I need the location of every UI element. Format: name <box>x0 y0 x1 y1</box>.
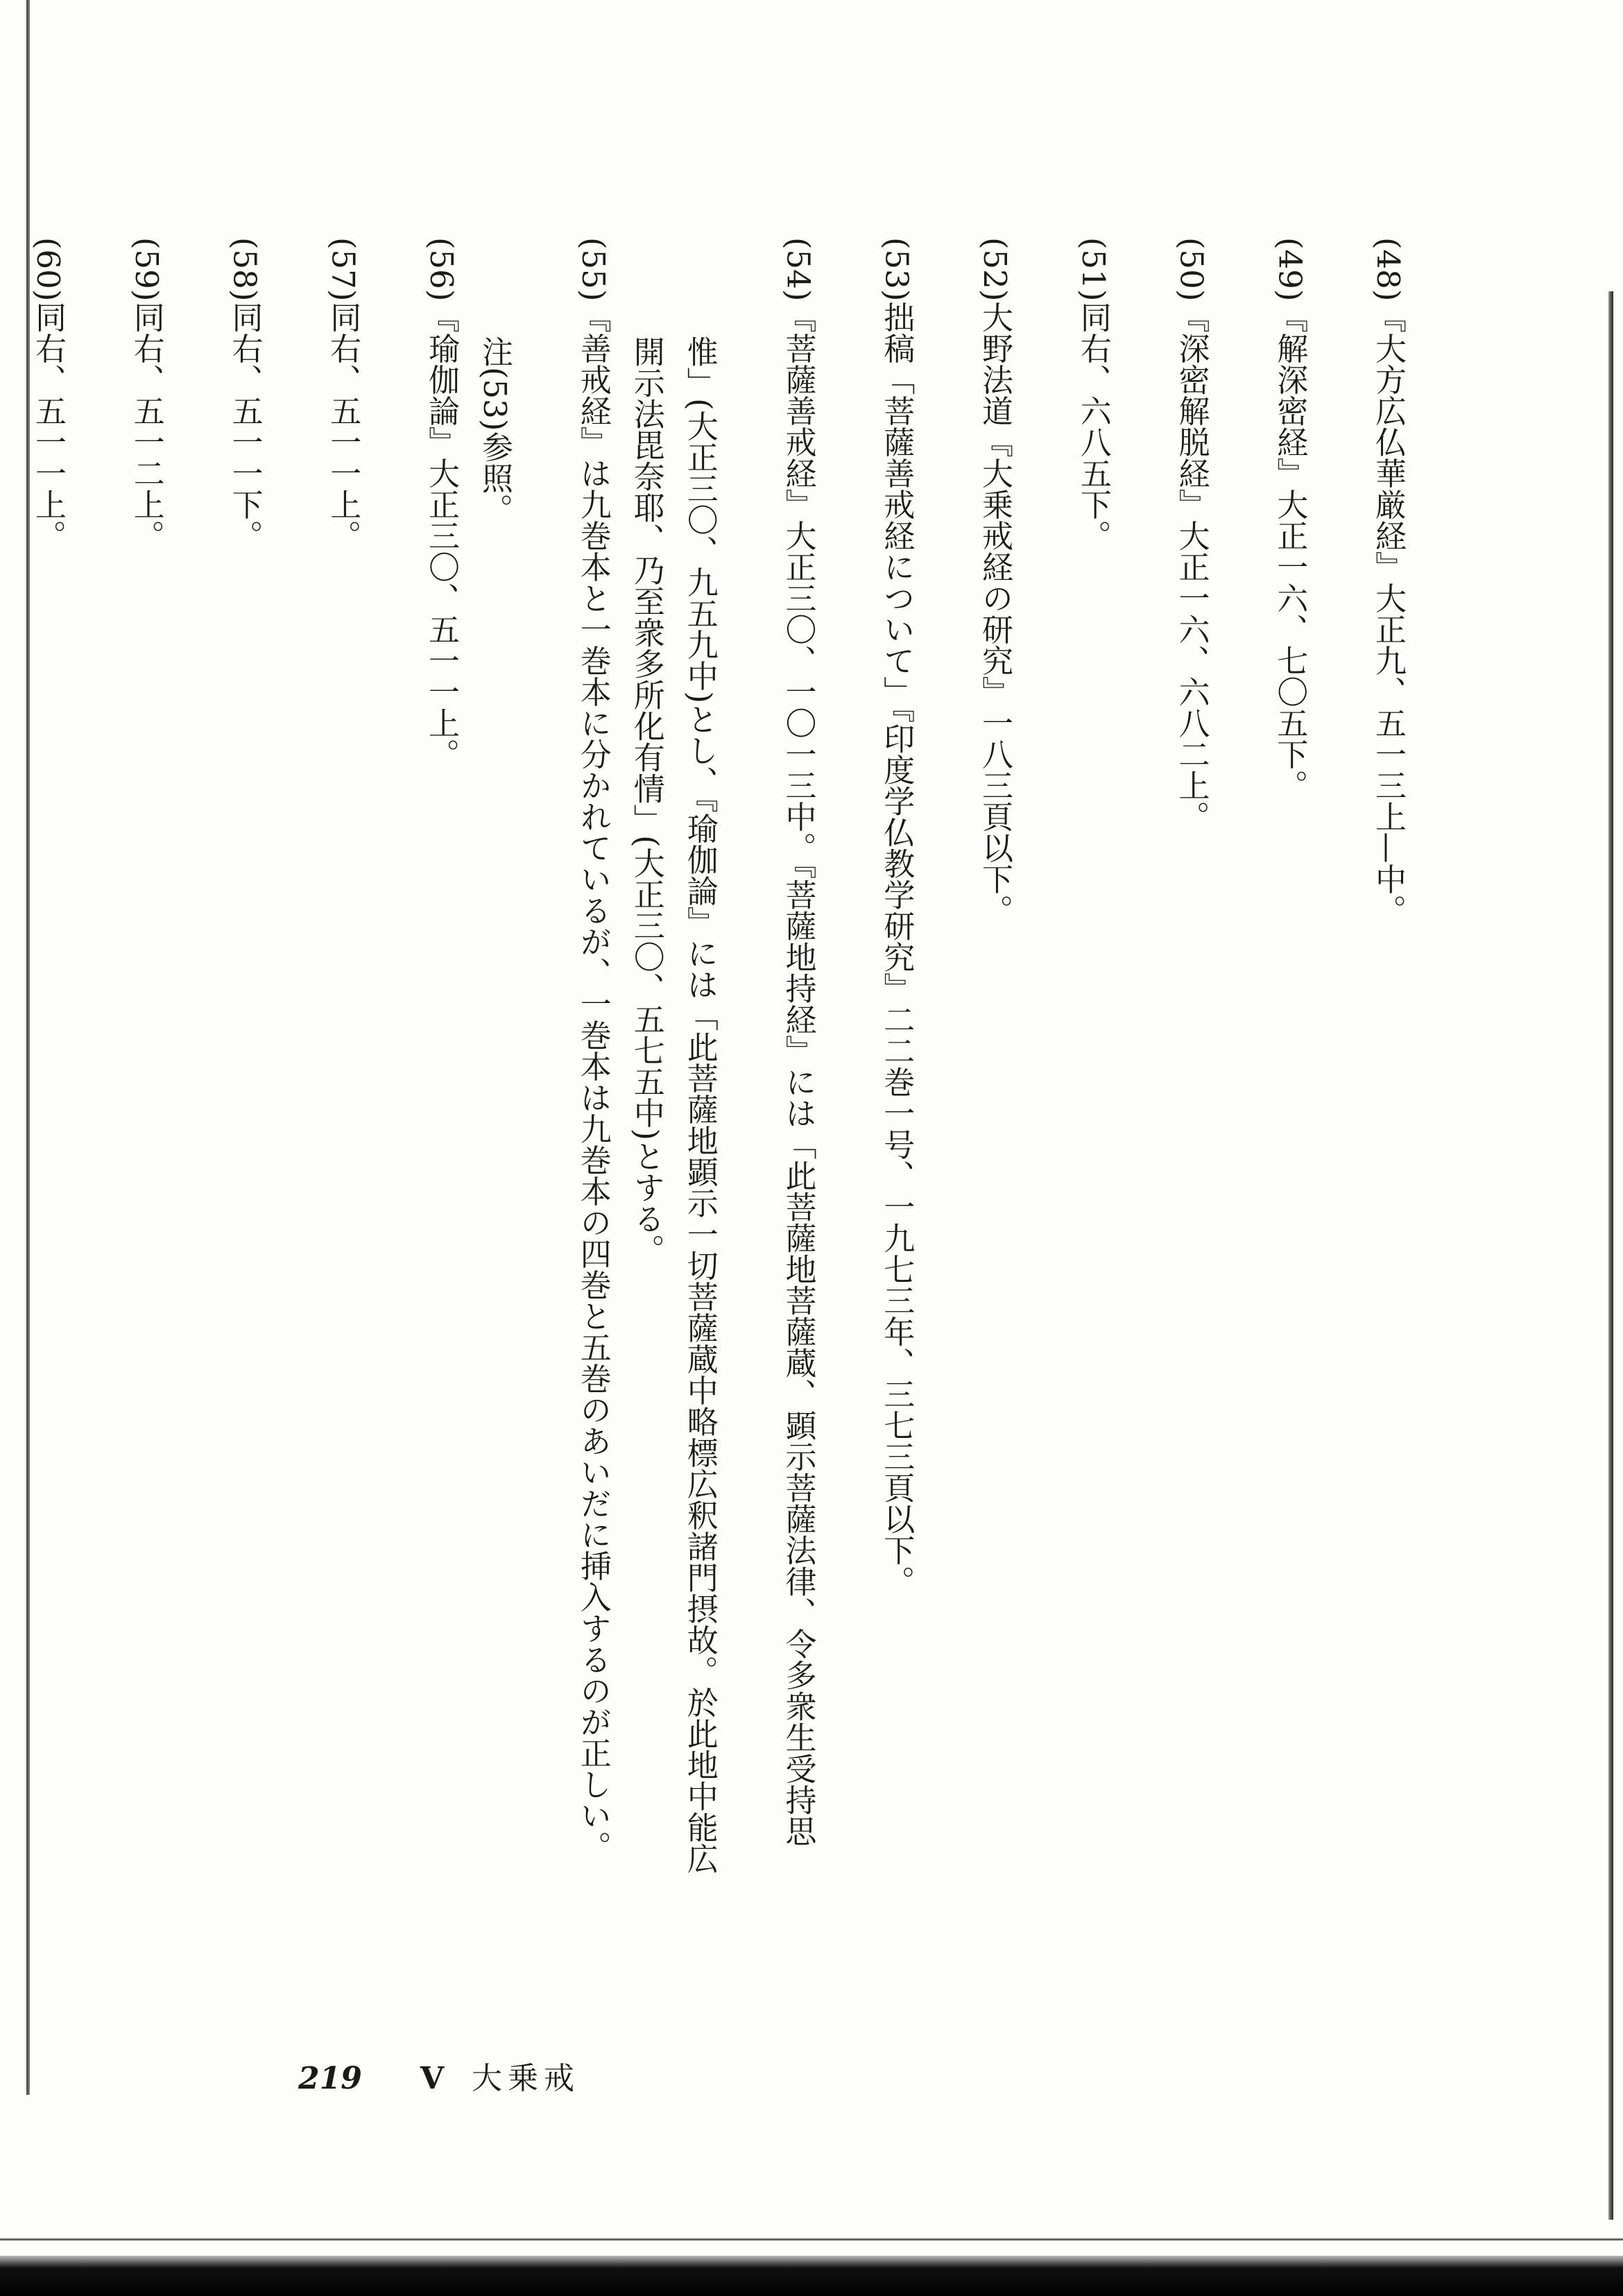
note-text: 同右、六八五下。 <box>1074 301 1112 551</box>
note-text: 『善戒経』は九巻本と一巻本に分かれているが、一巻本は九巻本の四巻と五巻のあいだに挿入するのが正しい。注(53)参照。 <box>476 301 612 1862</box>
note-52 <box>923 237 1022 1888</box>
note-text: 同右、五一一下。 <box>226 301 264 551</box>
note-60 <box>0 237 75 1888</box>
note-text: 『深密解脱経』大正一六、六八二上。 <box>1173 301 1210 832</box>
note-text: 同右、五一二上。 <box>128 301 165 551</box>
note-number: (50) <box>1173 237 1210 302</box>
note-text: 『菩薩善戒経』大正三〇、一〇一三中。『菩薩地持経』には「此菩薩地菩薩蔵、顕示菩薩法律、令多衆生受持思惟」(大正三〇、九五九中)とし、『瑜伽論』には「此菩薩地顕示一切菩薩蔵中略標広釈諸門摂故。於此地中能広開示法毘奈耶、乃至衆多所化有情」(大正三〇、五七五中)とする。 <box>628 301 817 1874</box>
note-text: 同右、五一一上。 <box>325 301 362 551</box>
note-number: (59) <box>128 237 165 302</box>
page-footer <box>298 2053 580 2098</box>
note-text: 『大方広仏華厳経』大正九、五一三上—中。 <box>1370 301 1407 926</box>
note-number: (51) <box>1074 237 1112 302</box>
note-number: (53) <box>878 237 916 302</box>
running-title: 大乗戒 <box>472 2061 580 2096</box>
note-text: 『解深密経』大正一六、七〇五下。 <box>1271 301 1309 801</box>
note-49 <box>1219 237 1317 1888</box>
note-58 <box>173 237 272 1888</box>
note-text: 『瑜伽論』大正三〇、五一一上。 <box>423 301 460 770</box>
note-text: 大野法道『大乗戒経の研究』一八三頁以下。 <box>977 301 1013 926</box>
note-54 <box>620 237 825 1888</box>
scan-edge-right <box>1608 291 1613 2220</box>
note-number: (56) <box>423 237 460 302</box>
part-number: V <box>420 2061 444 2096</box>
note-text: 同右、五一一上。 <box>30 301 67 551</box>
note-51 <box>1022 237 1120 1888</box>
note-55 <box>468 237 620 1888</box>
note-number: (52) <box>977 237 1013 302</box>
note-number: (57) <box>325 237 362 302</box>
page-number: 219 <box>298 2061 362 2096</box>
scan-edge-line <box>0 2238 1623 2241</box>
note-number: (55) <box>574 237 612 302</box>
note-53 <box>825 237 924 1888</box>
note-text: 拙稿「菩薩善戒経について」『印度学仏教学研究』二二巻一号、一九七三年、三七三頁以下。 <box>878 301 916 1597</box>
note-number: (60) <box>30 237 67 302</box>
note-number: (49) <box>1271 237 1309 302</box>
note-number: (54) <box>780 237 817 302</box>
note-number: (48) <box>1370 237 1407 302</box>
note-number: (58) <box>226 237 264 302</box>
note-59 <box>75 237 173 1888</box>
note-48 <box>1316 237 1415 1888</box>
note-50 <box>1120 237 1219 1888</box>
scan-edge-bottom <box>0 2256 1623 2296</box>
note-56 <box>370 237 468 1888</box>
endnotes <box>0 237 1415 1888</box>
note-57 <box>272 237 370 1888</box>
